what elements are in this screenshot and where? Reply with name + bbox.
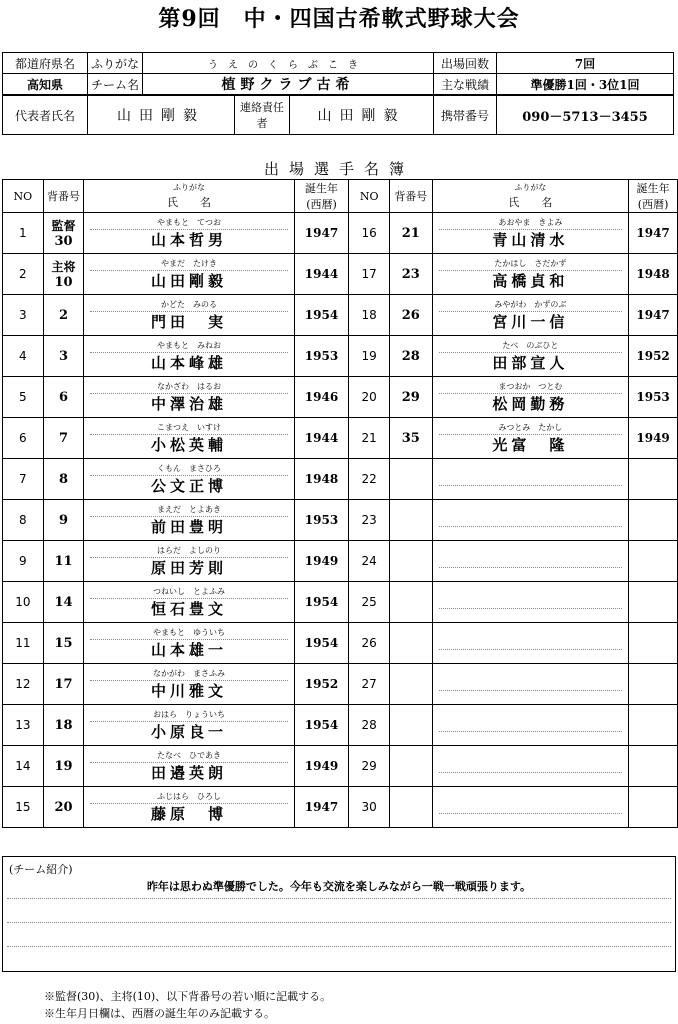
player-birth-year: 1944 bbox=[294, 254, 349, 295]
player-number: 20 bbox=[54, 799, 73, 815]
player-number bbox=[390, 623, 433, 664]
player-birth-year: 1949 bbox=[294, 746, 349, 787]
pref-label: 都道府県名 bbox=[3, 53, 88, 74]
player-name: 中澤治雄 bbox=[150, 394, 227, 413]
roster-row bbox=[3, 664, 678, 705]
player-number: 26 bbox=[390, 295, 433, 336]
header-uniform-2: 背番号 bbox=[390, 180, 433, 213]
player-furigana: たかはし さだかず bbox=[439, 258, 623, 271]
player-no: 16 bbox=[349, 213, 390, 254]
player-name-cell bbox=[84, 746, 294, 787]
header-no-2: NO bbox=[349, 180, 390, 213]
team-rep-table bbox=[2, 95, 674, 135]
player-no: 11 bbox=[3, 623, 44, 664]
team-name-label: チーム名 bbox=[88, 74, 143, 95]
phone-value: 090－5713－3455 bbox=[497, 96, 674, 135]
player-number: 7 bbox=[58, 430, 69, 446]
player-name-cell bbox=[432, 500, 629, 541]
player-birth-year: 1952 bbox=[294, 664, 349, 705]
player-name: 田部宣人 bbox=[492, 353, 569, 372]
player-birth-year bbox=[629, 541, 678, 582]
player-no: 21 bbox=[349, 418, 390, 459]
player-uniform bbox=[43, 459, 84, 500]
page-title: 第9回 中・四国古希軟式野球大会 bbox=[158, 6, 520, 32]
player-no: 24 bbox=[349, 541, 390, 582]
player-birth-year: 1946 bbox=[294, 377, 349, 418]
player-birth-year bbox=[629, 705, 678, 746]
player-name-cell bbox=[84, 541, 294, 582]
player-name-cell bbox=[432, 705, 629, 746]
player-no: 3 bbox=[3, 295, 44, 336]
player-birth-year: 1947 bbox=[294, 213, 349, 254]
player-name: 田邉英朗 bbox=[150, 763, 227, 782]
player-name: 小原良一 bbox=[150, 722, 227, 741]
player-birth-year: 1947 bbox=[629, 213, 678, 254]
player-furigana bbox=[439, 678, 623, 691]
player-name-cell bbox=[432, 254, 629, 295]
player-furigana: あおやま きよみ bbox=[439, 217, 623, 230]
player-number bbox=[390, 664, 433, 705]
player-birth-year: 1953 bbox=[629, 377, 678, 418]
header-furigana: ふりがな bbox=[172, 183, 205, 192]
player-name-cell bbox=[432, 377, 629, 418]
footnotes bbox=[44, 988, 331, 1022]
player-furigana bbox=[439, 596, 623, 609]
player-number bbox=[390, 541, 433, 582]
player-no: 2 bbox=[3, 254, 44, 295]
player-role: 監督 bbox=[51, 218, 76, 233]
footnote: ※監督(30)、主将(10)、以下背番号の若い順に記載する。 bbox=[44, 990, 332, 1003]
player-furigana: たべ のぶひと bbox=[439, 340, 623, 353]
player-name-cell bbox=[84, 664, 294, 705]
player-no: 15 bbox=[3, 787, 44, 828]
player-uniform bbox=[43, 213, 84, 254]
player-birth-year: 1954 bbox=[294, 623, 349, 664]
player-no: 23 bbox=[349, 500, 390, 541]
player-no: 19 bbox=[349, 336, 390, 377]
player-birth-year bbox=[629, 582, 678, 623]
player-name-cell bbox=[432, 623, 629, 664]
player-number: 17 bbox=[54, 676, 73, 692]
header-uniform: 背番号 bbox=[43, 180, 84, 213]
player-birth-year: 1953 bbox=[294, 500, 349, 541]
player-furigana: つねいし とよふみ bbox=[90, 586, 287, 599]
intro-label: (チーム紹介) bbox=[9, 863, 73, 876]
player-furigana: やまだ たけき bbox=[90, 258, 287, 271]
pref-value: 高知県 bbox=[3, 74, 88, 95]
player-furigana: はらだ よしのり bbox=[90, 545, 287, 558]
player-name: 藤原 博 bbox=[150, 804, 227, 823]
player-number bbox=[390, 500, 433, 541]
player-number: 11 bbox=[54, 553, 73, 569]
player-name: 高橋貞和 bbox=[492, 271, 569, 290]
player-furigana: ふじはら ひろし bbox=[90, 791, 287, 804]
header-name bbox=[84, 180, 294, 213]
player-name-cell bbox=[432, 336, 629, 377]
player-no: 6 bbox=[3, 418, 44, 459]
player-birth-year: 1954 bbox=[294, 582, 349, 623]
roster-row bbox=[3, 541, 678, 582]
player-no: 5 bbox=[3, 377, 44, 418]
player-uniform bbox=[43, 623, 84, 664]
player-number: 10 bbox=[54, 274, 73, 290]
player-number: 3 bbox=[58, 348, 69, 364]
player-name-cell bbox=[84, 254, 294, 295]
player-birth-year: 1952 bbox=[629, 336, 678, 377]
player-name: 松岡勤務 bbox=[492, 394, 569, 413]
player-name-cell bbox=[84, 459, 294, 500]
player-name-cell bbox=[84, 377, 294, 418]
player-birth-year: 1948 bbox=[629, 254, 678, 295]
team-intro-box bbox=[2, 856, 676, 972]
player-furigana: まつおか つとむ bbox=[439, 381, 623, 394]
player-no: 14 bbox=[3, 746, 44, 787]
player-no: 7 bbox=[3, 459, 44, 500]
header-name-2 bbox=[432, 180, 629, 213]
header-birth bbox=[294, 180, 349, 213]
player-number: 6 bbox=[58, 389, 69, 405]
player-furigana: なかがわ まさふみ bbox=[90, 668, 287, 681]
player-number: 35 bbox=[390, 418, 433, 459]
header-birth-2 bbox=[629, 180, 678, 213]
player-no: 17 bbox=[349, 254, 390, 295]
player-no: 12 bbox=[3, 664, 44, 705]
player-uniform bbox=[43, 664, 84, 705]
player-no: 30 bbox=[349, 787, 390, 828]
player-no: 20 bbox=[349, 377, 390, 418]
header-no: NO bbox=[3, 180, 44, 213]
intro-blank-line bbox=[7, 899, 671, 923]
player-name: 宮川一信 bbox=[492, 312, 569, 331]
player-furigana: やまもと てつお bbox=[90, 217, 287, 230]
player-uniform bbox=[43, 541, 84, 582]
rep-value: 山田剛毅 bbox=[88, 96, 235, 135]
player-name-cell bbox=[84, 623, 294, 664]
player-name: 山本雄一 bbox=[150, 640, 227, 659]
roster-row bbox=[3, 459, 678, 500]
roster-title: 出場選手名簿 bbox=[263, 160, 414, 178]
player-no: 13 bbox=[3, 705, 44, 746]
player-name-cell bbox=[432, 459, 629, 500]
player-name-cell bbox=[84, 500, 294, 541]
player-furigana bbox=[439, 555, 623, 568]
contact-label: 連絡責任者 bbox=[235, 96, 290, 135]
player-name-cell bbox=[84, 787, 294, 828]
player-number bbox=[390, 787, 433, 828]
player-number: 21 bbox=[390, 213, 433, 254]
player-birth-year bbox=[629, 500, 678, 541]
player-no: 8 bbox=[3, 500, 44, 541]
roster-row bbox=[3, 254, 678, 295]
header-name-label: 氏 名 bbox=[166, 196, 211, 209]
record-label: 主な戦績 bbox=[434, 74, 497, 95]
player-birth-year: 1954 bbox=[294, 295, 349, 336]
player-number: 19 bbox=[54, 758, 73, 774]
player-no: 28 bbox=[349, 705, 390, 746]
team-name-value: 植野クラブ古希 bbox=[143, 74, 434, 95]
player-uniform bbox=[43, 418, 84, 459]
intro-blank-line bbox=[7, 923, 671, 947]
player-birth-year: 1944 bbox=[294, 418, 349, 459]
player-name: 小松英輔 bbox=[150, 435, 227, 454]
phone-label: 携帯番号 bbox=[434, 96, 497, 135]
furigana-label: ふりがな bbox=[88, 53, 143, 74]
player-furigana: みつとみ たかし bbox=[439, 422, 623, 435]
player-name: 前田豊明 bbox=[150, 517, 227, 536]
player-number bbox=[390, 705, 433, 746]
contact-value: 山田剛毅 bbox=[290, 96, 434, 135]
player-number: 18 bbox=[54, 717, 73, 733]
player-number: 28 bbox=[390, 336, 433, 377]
player-no: 9 bbox=[3, 541, 44, 582]
player-name: 原田芳則 bbox=[150, 558, 227, 577]
player-name-cell bbox=[84, 295, 294, 336]
roster-table bbox=[2, 179, 678, 828]
player-uniform bbox=[43, 705, 84, 746]
player-uniform bbox=[43, 295, 84, 336]
player-no: 26 bbox=[349, 623, 390, 664]
roster-row bbox=[3, 500, 678, 541]
player-number bbox=[390, 582, 433, 623]
player-number bbox=[390, 746, 433, 787]
player-uniform bbox=[43, 254, 84, 295]
player-birth-year: 1949 bbox=[629, 418, 678, 459]
player-birth-year bbox=[629, 623, 678, 664]
roster-row bbox=[3, 295, 678, 336]
team-furigana: うえのくらぶこき bbox=[143, 53, 434, 74]
roster-header-row bbox=[3, 180, 678, 213]
roster-row bbox=[3, 336, 678, 377]
player-name: 光富 隆 bbox=[492, 435, 569, 454]
record-value: 準優勝1回・3位1回 bbox=[497, 74, 674, 95]
player-number: 30 bbox=[54, 233, 73, 249]
player-name: 中川雅文 bbox=[150, 681, 227, 700]
player-number: 8 bbox=[58, 471, 69, 487]
player-no: 18 bbox=[349, 295, 390, 336]
footnote: ※生年月日欄は、西暦の誕生年のみ記載する。 bbox=[44, 1007, 275, 1020]
player-name: 山本哲男 bbox=[150, 230, 227, 249]
header-birth-label: 誕生年 bbox=[304, 182, 338, 195]
roster-row bbox=[3, 705, 678, 746]
player-uniform bbox=[43, 377, 84, 418]
player-no: 4 bbox=[3, 336, 44, 377]
player-furigana bbox=[439, 473, 623, 486]
roster-row bbox=[3, 787, 678, 828]
player-number: 2 bbox=[58, 307, 69, 323]
player-no: 1 bbox=[3, 213, 44, 254]
player-number bbox=[390, 459, 433, 500]
player-number: 14 bbox=[54, 594, 73, 610]
roster-row bbox=[3, 623, 678, 664]
player-birth-year: 1948 bbox=[294, 459, 349, 500]
player-number: 9 bbox=[58, 512, 69, 528]
roster-row bbox=[3, 418, 678, 459]
header-birth-sub-2: (西暦) bbox=[637, 198, 669, 211]
player-uniform bbox=[43, 746, 84, 787]
player-name-cell bbox=[432, 295, 629, 336]
player-furigana bbox=[439, 637, 623, 650]
header-furigana-2: ふりがな bbox=[514, 183, 547, 192]
player-uniform bbox=[43, 787, 84, 828]
player-furigana: たなべ ひであき bbox=[90, 750, 287, 763]
roster-row bbox=[3, 746, 678, 787]
player-no: 25 bbox=[349, 582, 390, 623]
player-furigana: やまもと みねお bbox=[90, 340, 287, 353]
appear-value: 7回 bbox=[497, 53, 674, 74]
player-name-cell bbox=[432, 213, 629, 254]
player-name-cell bbox=[432, 787, 629, 828]
player-furigana: まえだ とよあき bbox=[90, 504, 287, 517]
player-no: 10 bbox=[3, 582, 44, 623]
player-uniform bbox=[43, 582, 84, 623]
player-no: 22 bbox=[349, 459, 390, 500]
roster-row bbox=[3, 582, 678, 623]
player-furigana: かどた みのる bbox=[90, 299, 287, 312]
player-birth-year bbox=[629, 459, 678, 500]
player-furigana: くもん まさひろ bbox=[90, 463, 287, 476]
player-furigana bbox=[439, 760, 623, 773]
player-name-cell bbox=[84, 582, 294, 623]
player-birth-year bbox=[629, 787, 678, 828]
appear-label: 出場回数 bbox=[434, 53, 497, 74]
player-birth-year bbox=[629, 664, 678, 705]
player-name-cell bbox=[84, 213, 294, 254]
player-name-cell bbox=[432, 418, 629, 459]
player-furigana: やまもと ゆういち bbox=[90, 627, 287, 640]
roster-row bbox=[3, 213, 678, 254]
player-birth-year bbox=[629, 746, 678, 787]
player-furigana: おはら りょういち bbox=[90, 709, 287, 722]
player-name: 公文正博 bbox=[150, 476, 227, 495]
player-name: 青山清水 bbox=[492, 230, 569, 249]
player-number: 29 bbox=[390, 377, 433, 418]
player-furigana: こまつえ いすけ bbox=[90, 422, 287, 435]
player-name: 門田 実 bbox=[150, 312, 227, 331]
player-name: 山本峰雄 bbox=[150, 353, 227, 372]
player-no: 27 bbox=[349, 664, 390, 705]
header-birth-sub: (西暦) bbox=[306, 198, 337, 211]
player-name-cell bbox=[432, 664, 629, 705]
player-role: 主将 bbox=[51, 259, 76, 274]
player-name-cell bbox=[84, 705, 294, 746]
player-birth-year: 1949 bbox=[294, 541, 349, 582]
player-birth-year: 1947 bbox=[629, 295, 678, 336]
player-name-cell bbox=[84, 418, 294, 459]
player-furigana bbox=[439, 801, 623, 814]
player-furigana bbox=[439, 514, 623, 527]
player-number: 23 bbox=[390, 254, 433, 295]
player-name: 恒石豊文 bbox=[150, 599, 227, 618]
player-furigana: みやがわ かずのぶ bbox=[439, 299, 623, 312]
intro-text: 昨年は思わぬ準優勝でした。今年も交流を楽しみながら一戦一戦頑張ります。 bbox=[7, 875, 671, 899]
player-no: 29 bbox=[349, 746, 390, 787]
player-name-cell bbox=[432, 746, 629, 787]
player-birth-year: 1954 bbox=[294, 705, 349, 746]
player-uniform bbox=[43, 500, 84, 541]
header-name-label-2: 氏 名 bbox=[508, 196, 553, 209]
player-birth-year: 1953 bbox=[294, 336, 349, 377]
rep-label: 代表者氏名 bbox=[3, 96, 88, 135]
intro-blank-line bbox=[7, 947, 671, 970]
player-furigana: なかざわ はるお bbox=[90, 381, 287, 394]
player-number: 15 bbox=[54, 635, 73, 651]
header-birth-label-2: 誕生年 bbox=[636, 182, 670, 195]
team-info-table bbox=[2, 52, 674, 95]
player-name-cell bbox=[432, 582, 629, 623]
player-name-cell bbox=[432, 541, 629, 582]
player-uniform bbox=[43, 336, 84, 377]
player-name: 山田剛毅 bbox=[150, 271, 227, 290]
player-birth-year: 1947 bbox=[294, 787, 349, 828]
player-name-cell bbox=[84, 336, 294, 377]
player-furigana bbox=[439, 719, 623, 732]
roster-row bbox=[3, 377, 678, 418]
